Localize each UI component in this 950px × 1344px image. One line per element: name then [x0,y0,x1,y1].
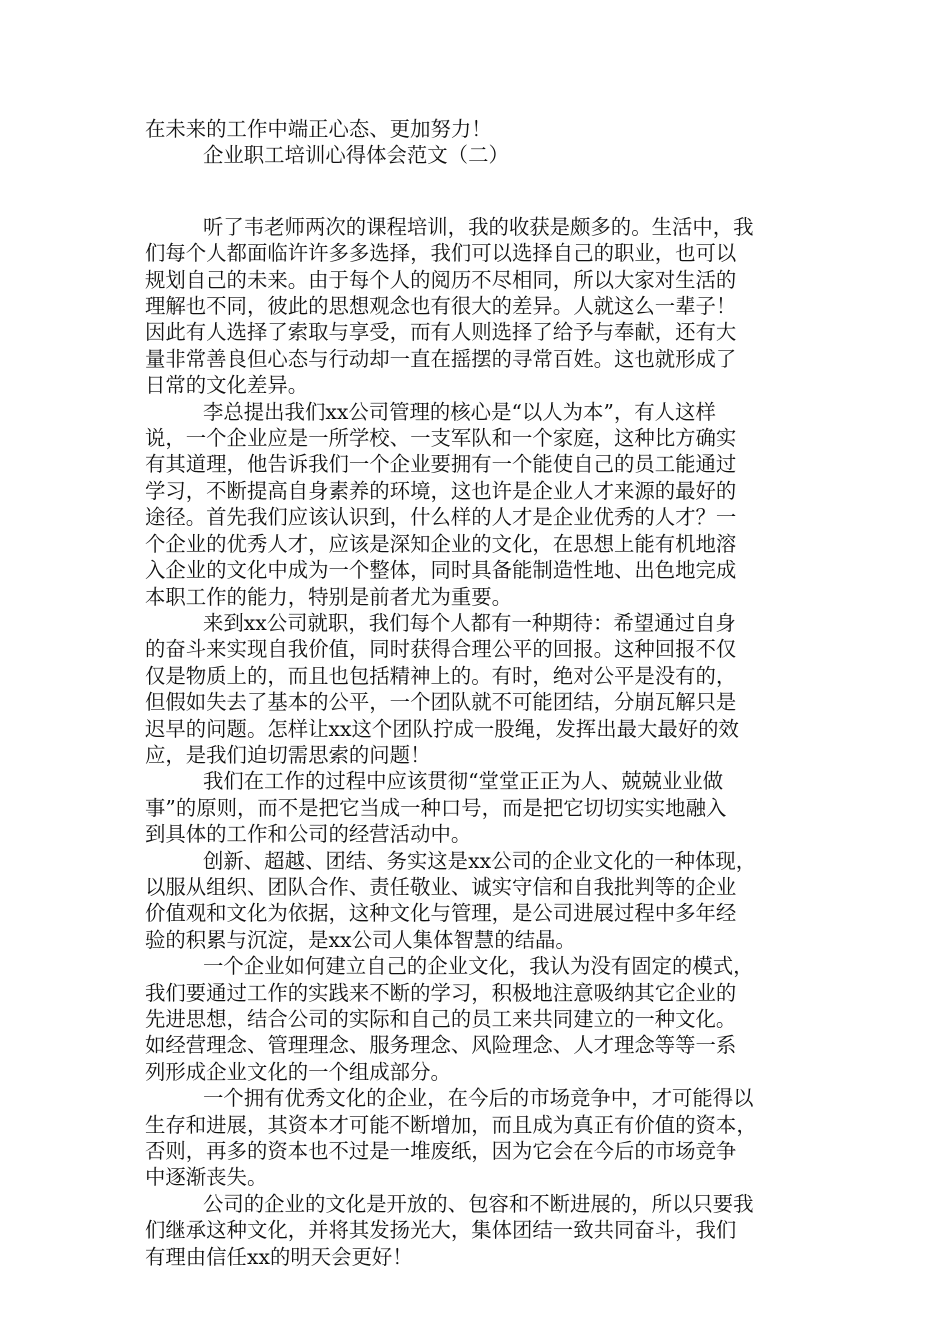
paragraph-5: 创新、超越、团结、务实这是xx公司的企业文化的一种体现， 以服从组织、团队合作、责任敬业、诚实守信和自我批判等的企业 价值观和文化为依据，这种文化与管理，是公司进展过程中多年经 验的积累与沉淀，是xx公司人集体智慧的结晶。 [145,848,757,952]
blank-line [145,169,810,214]
document-page [145,116,810,1270]
paragraph-1: 听了韦老师两次的课程培训，我的收获是颇多的。生活中，我 们每个人都面临许许多多选择，我们可以选择自己的职业，也可以 规划自己的未来。由于每个人的阅历不尽相同，所以大家对生活的 理解也不同，彼此的思想观念也有很大的差异。人就这么一辈子！ 因此有人选择了索取与享受，而有人则选择了给予与奉献，还有大 量非常善良但心态与行动却一直在摇摆的寻常百姓。这也就形成了 日常的文化差异。 [145,214,754,398]
closing-line: 在未来的工作中端正心态、更加努力！ [145,117,492,141]
paragraph-4: 我们在工作的过程中应该贯彻“堂堂正正为人、兢兢业业做 事”的原则，而不是把它当成一种口号，而是把它切切实实地融入 到具体的工作和公司的经营活动中。 [145,769,727,847]
paragraph-6: 一个企业如何建立自己的企业文化，我认为没有固定的模式， 我们要通过工作的实践来不断的学习，积极地注意吸纳其它企业的 先进思想，结合公司的实际和自己的员工来共同建立的一种文化。 如经营理念、管理理念、服务理念、风险理念、人才理念等等一系 列形成企业文化的一个组成部分。 [145,954,754,1084]
paragraph-2: 李总提出我们xx公司管理的核心是“以人为本”，有人这样 说，一个企业应是一所学校、一支军队和一个家庭，这种比方确实 有其道理，他告诉我们一个企业要拥有一个能使自己的员工能通过 学习，不断提高自身素养的环境，这也许是企业人才来源的最好的 途径。首先我们应该认识到，什么样的人才是企业优秀的人才？一 个企业的优秀人才，应该是深知企业的文化，在思想上能有机地溶 入企业的文化中成为一个整体，同时具备能制造性地、出色地完成 本职工作的能力，特别是前者尤为重要。 [145,399,737,609]
paragraph-3: 来到xx公司就职，我们每个人都有一种期待：希望通过自身 的奋斗来实现自我价值，同时获得合理公平的回报。这种回报不仅 仅是物质上的，而且也包括精神上的。有时，绝对公平是没有的， 但假如失去了基本的公平，一个团队就不可能团结，分崩瓦解只是 迟早的问题。怎样让xx这个团队拧成一股绳，发挥出最大最好的效 应，是我们迫切需思索的问题！ [145,610,739,767]
paragraph-7: 一个拥有优秀文化的企业，在今后的市场竞争中，才可能得以 生存和进展，其资本才可能不断增加，而且成为真正有价值的资本， 否则，再多的资本也不过是一堆废纸，因为它会在今后的市场竞争 中逐渐丧失。 [145,1086,757,1190]
section-title: 企业职工培训心得体会范文（二） [203,143,509,168]
paragraph-8: 公司的企业的文化是开放的、包容和不断进展的，所以只要我 们继承这种文化，并将其发扬光大，集体团结一致共同奋斗，我们 有理由信任xx的明天会更好！ [145,1191,754,1269]
